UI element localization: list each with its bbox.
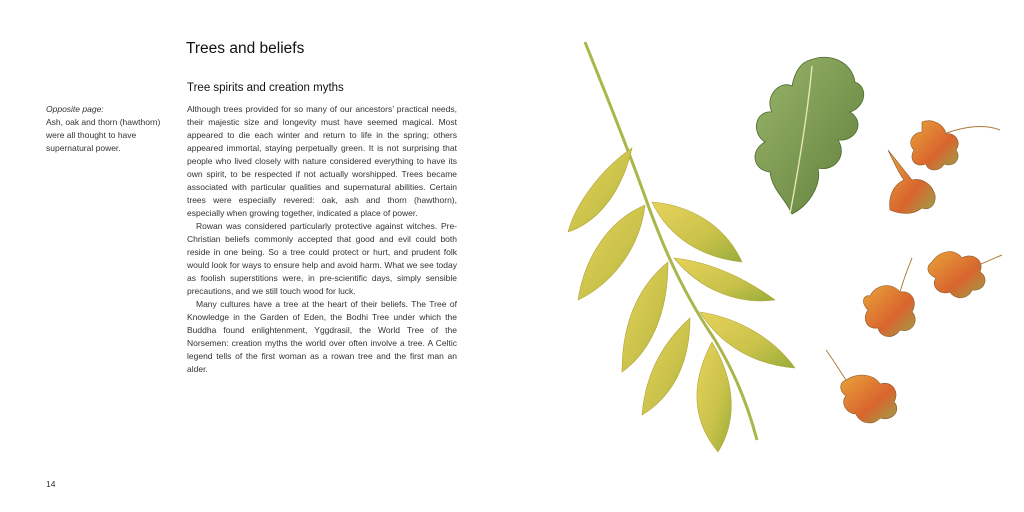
caption-text: Ash, oak and thorn (hawthorn) were all thought to have supernatural power. <box>46 117 161 153</box>
paragraph: Although trees provided for so many of our ancestors’ practical needs, their majestic size and longevity must have seemed magical. Most appeared to die each winter and return to life in the spring; others appeared immortal, staying perpetually green. It is not surprising that people who lived closely with nature considered everything to have its own spirit, to be respected if not actually worshipped. Trees became associated with particular qualities and supernatural abilities. Certain trees were especially revered: oak, ash and thorn (hawthorn), especially when growing together, indicated a place of power. <box>187 104 457 218</box>
caption-lead: Opposite page: <box>46 104 104 114</box>
leaf-illustration <box>540 30 1020 470</box>
ash-leaflets <box>568 148 795 452</box>
oak-leaf <box>755 57 864 214</box>
hawthorn-leaves <box>826 121 1002 423</box>
body-text <box>187 103 457 376</box>
paragraph: Many cultures have a tree at the heart of their beliefs. The Tree of Knowledge in the Garden of Eden, the Bodhi Tree under which the Buddha found enlightenment, Yggdrasil, the World Tree of the Norsemen: creation myths the world over often involve a tree. A Celtic legend tells of the first woman as a rowan tree and the first man an alder. <box>187 299 457 374</box>
figure-caption <box>46 103 161 155</box>
page-title: Trees and beliefs <box>186 40 305 57</box>
paragraph: Rowan was considered particularly protective against witches. Pre-Christian beliefs commonly accepted that good and evil could both reside in one being. So a tree could protect or hurt, and prudent folk would look for ways to ensure help and avoid harm. What we see today as foolish superstitions were, in pre-scientific days, simply sensible precautions, and we still touch wood for luck. <box>187 221 457 296</box>
page-number: 14 <box>46 479 56 489</box>
section-heading: Tree spirits and creation myths <box>187 82 344 94</box>
